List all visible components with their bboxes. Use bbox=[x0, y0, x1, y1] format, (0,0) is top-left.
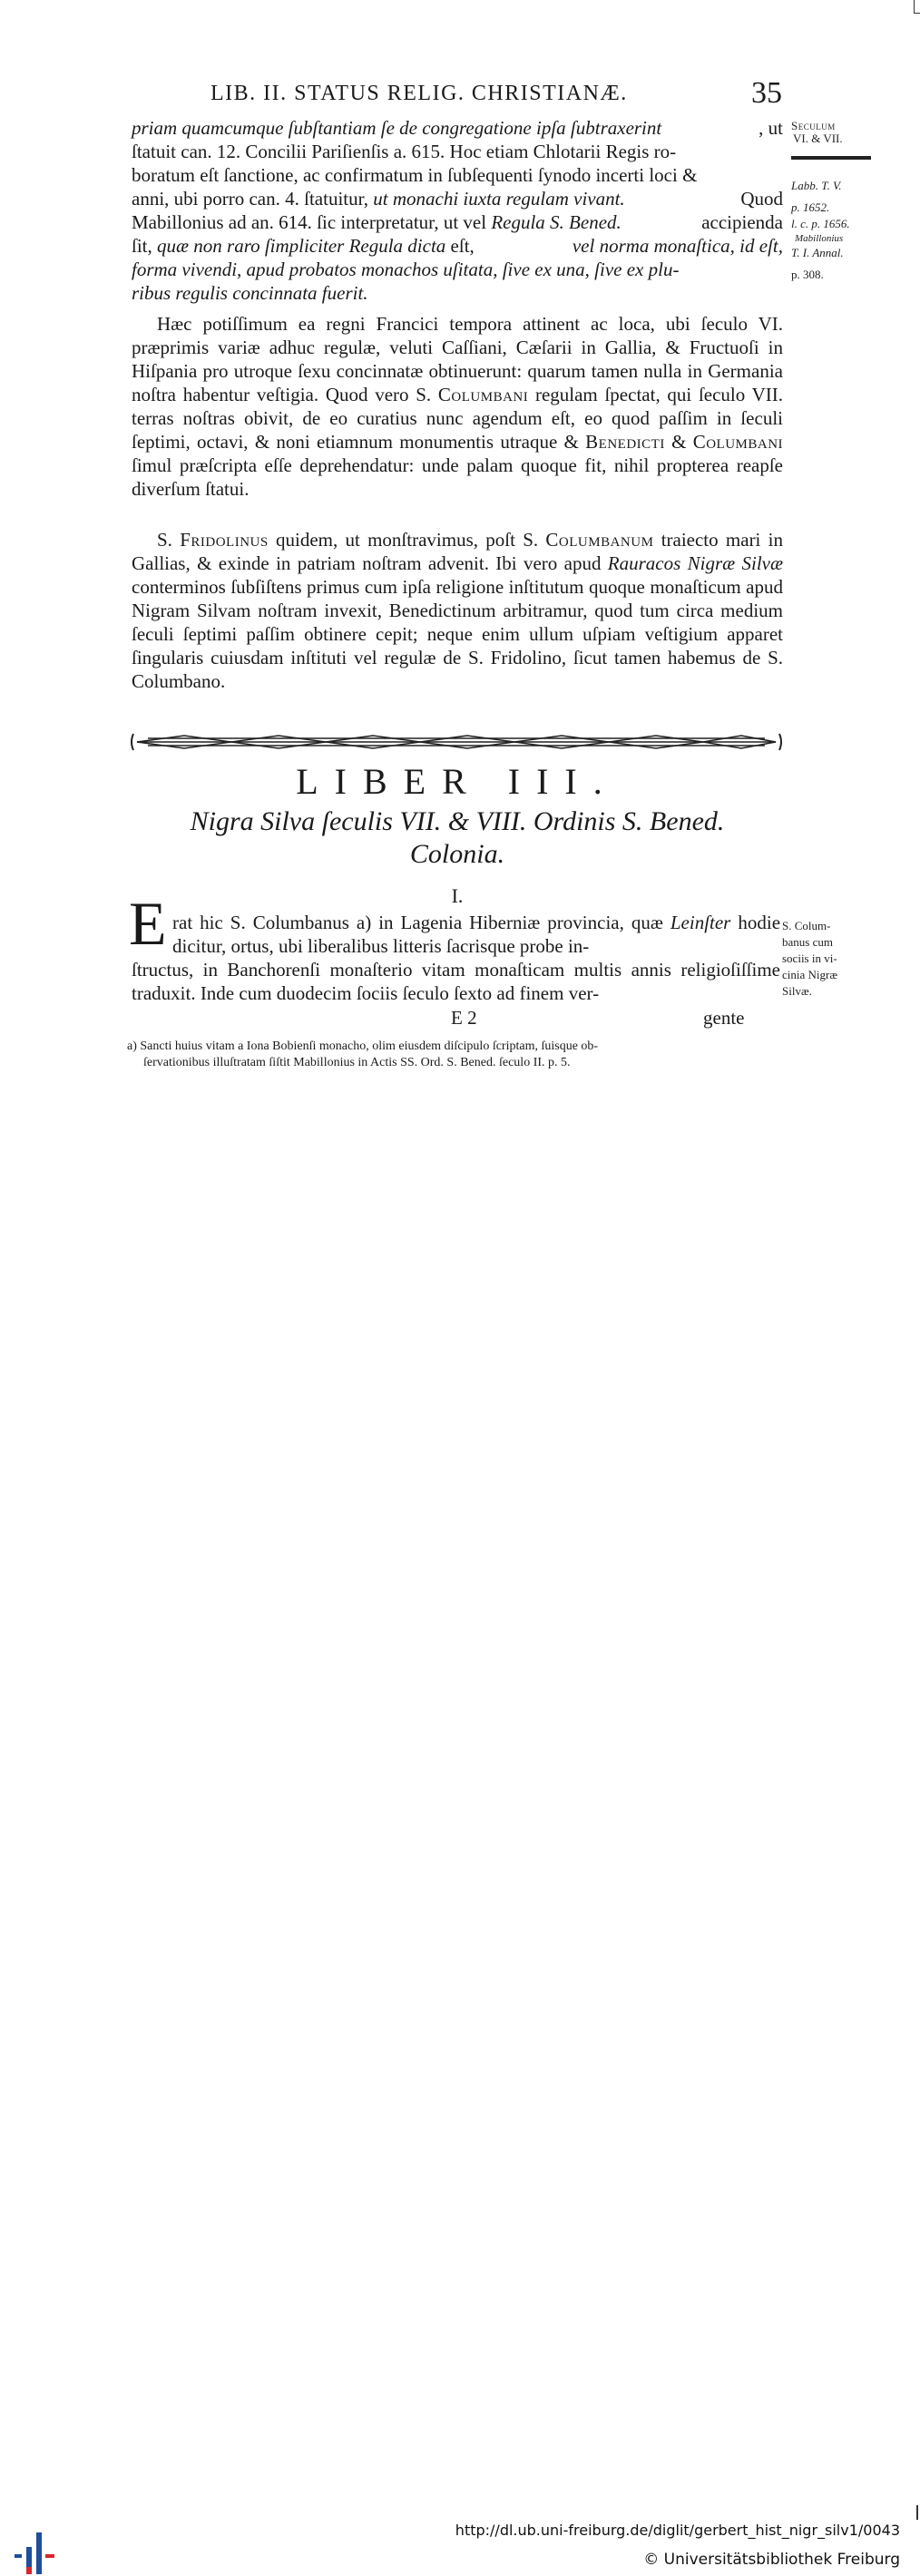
footnote bbox=[127, 1039, 785, 1071]
paragraph-4-head bbox=[172, 911, 780, 958]
p1-line-8: ribus regulis concinnata fuerit. bbox=[132, 282, 368, 304]
ornament-band bbox=[130, 730, 783, 754]
p1-line-7: forma vivendi, apud probatos monachos uſitata, ſive ex una, ſive ex plu- bbox=[132, 259, 680, 280]
drop-cap: E bbox=[129, 889, 167, 958]
p1-line-2: ſtatuit can. 12. Concilii Pariſienſis a. 615. Hoc etiam Chlotarii Regis ro- bbox=[132, 141, 677, 162]
p1-line-1b: , ut bbox=[759, 117, 783, 139]
scanned-page bbox=[0, 0, 920, 1252]
p2-name-benedicti: Benedicti bbox=[585, 431, 665, 453]
margin-ref-2b: Mabillonius bbox=[795, 233, 844, 244]
p4-leinster: Leinſter bbox=[670, 912, 731, 933]
viewer-footer bbox=[0, 1252, 920, 2569]
margin-colum-1: S. Colum- bbox=[782, 919, 831, 932]
section-number: I. bbox=[451, 884, 464, 907]
p2-text-1: Hæc potiſſimum ea regni Francici tempora attinent ac loca, ubi ſeculo VI. præprimis variæ adhuc regulæ, veluti Caſſiani, Cæſarii in Gallia, & Fructuoſi in Hiſpania pro utroque ſexu concinnatæ obtinuerunt: quarum tamen nulla in Germania noſtra habentur veſtigia. Quod vero S. bbox=[132, 313, 783, 405]
margin-colum-2: banus cum bbox=[782, 935, 833, 949]
p3-name-columbanum: Columbanum bbox=[545, 529, 654, 551]
p1-line-5c: accipienda bbox=[701, 211, 783, 233]
signature-mark: E 2 bbox=[451, 1007, 477, 1029]
p1-line-4c: Quod bbox=[740, 188, 783, 210]
p2-text-4: ſimul præſcripta eſſe deprehendatur: unde palam quoque fit, nihil propterea reapſe diverſum ſtatui. bbox=[132, 454, 783, 500]
p3-text-2: quidem, ut monſtravimus, poſt S. bbox=[275, 529, 539, 551]
book-subtitle-line-1: Nigra Silva ſeculis VII. & VIII. Ordinis S. Bened. bbox=[190, 806, 725, 836]
margin-ref-1b: p. 1652. bbox=[791, 200, 830, 214]
copyright-notice: © Universitätsbibliothek Freiburg bbox=[643, 2551, 900, 2569]
margin-rule bbox=[791, 156, 871, 160]
running-title: LIB. II. STATUS RELIG. CHRISTIANÆ. bbox=[210, 82, 628, 105]
p1-line-3: boratum eſt ſanctione, ac confirmatum in ſubſequenti ſynodo incerti loci & bbox=[132, 164, 698, 186]
margin-colum-5: Silvæ. bbox=[782, 984, 812, 998]
margin-ref-2d: p. 308. bbox=[791, 268, 824, 281]
margin-seculum bbox=[791, 120, 843, 145]
paragraph-3 bbox=[132, 528, 783, 693]
margin-seculum-range: VI. & VII. bbox=[793, 132, 843, 145]
p2-name-columbani-2: Columbani bbox=[692, 431, 784, 453]
p3-text-3: traiecto mari in Gallias, & exinde in patriam noſtram advenit. Ibi vero apud bbox=[132, 529, 783, 574]
margin-ref-1a: Labb. T. V. bbox=[791, 179, 842, 192]
p1-line-6a: ſit, bbox=[132, 235, 152, 257]
p1-line-5a: Mabillonius ad an. 614. ſic interpretatur, ut vel bbox=[132, 211, 487, 233]
book-subtitle bbox=[132, 805, 783, 871]
margin-colum-4: cinia Nigræ bbox=[782, 968, 838, 981]
footnote-line-2: ſervationibus illuſtratam ſiſtit Mabillonius in Actis SS. Ord. S. Bened. ſeculo II. p. 5. bbox=[143, 1056, 571, 1069]
p2-text-2: regulam ſpectat, qui ſeculo VII. terras noſtras obivit, de eo curatius nunc agendum eſt, eo quod paſſim in ſeculi ſeptimi, octavi, & noni etiamnum monumentis utraque & bbox=[132, 384, 784, 453]
p3-rauracos: Rauracos Nigræ Silvæ bbox=[607, 552, 783, 574]
page-edge-mark bbox=[914, 0, 920, 14]
p1-line-4a: anni, ubi porro can. 4. ſtatuitur, bbox=[132, 188, 369, 210]
p1-line-6c: eſt, bbox=[450, 235, 475, 257]
p3-name-fridolinus: Fridolinus bbox=[180, 529, 269, 551]
p2-text-3: & bbox=[671, 431, 687, 453]
margin-ref-2c: T. I. Annal. bbox=[791, 246, 844, 259]
p1-line-6b: quæ non raro ſimpliciter Regula dicta bbox=[157, 235, 446, 257]
p1-line-6d: vel norma monaſtica, id eſt, bbox=[572, 235, 783, 257]
book-title: LIBER III. bbox=[296, 761, 619, 802]
margin-seculum-label: Seculum bbox=[791, 119, 836, 132]
p4-text-2: hodie dicitur, ortus, ubi liberalibus litteris ſacrisque probe in- bbox=[172, 912, 781, 957]
book-subtitle-line-2: Colonia. bbox=[409, 839, 505, 869]
footer-edge-mark bbox=[916, 2505, 918, 2520]
p3-text-4: conterminos ſubſiſtens primus cum ipſa religione inſtitutum quoque monaſticum apud Nigram Silvam noſtram invexit, Benedictinum arbitramur, quod tum circa medium ſeculi ſeptimi paſſim obtinere cepit; neque enim ullum uſpiam veſtigium apparet ſingularis cuiusdam inſtituti vel regulæ de S. Fridolino, ſicut tamen habemus de S. Columbano. bbox=[132, 576, 783, 692]
paragraph-4-body: ſtructus, in Banchorenſi monaſterio vitam monaſticam multis annis religioſiſſime traduxit. Inde cum duodecim ſociis ſeculo ſexto ad finem ver- bbox=[132, 959, 780, 1004]
p1-line-5b: Regula S. Bened. bbox=[491, 211, 621, 233]
permalink-url[interactable]: http://dl.ub.uni-freiburg.de/diglit/gerbert_hist_nigr_silv1/0043 bbox=[455, 2522, 900, 2539]
p3-text-1: S. bbox=[157, 529, 172, 551]
paragraph-2 bbox=[132, 312, 783, 501]
page-number: 35 bbox=[751, 76, 782, 110]
page-header bbox=[210, 78, 791, 114]
footnote-line-1: a) Sancti huius vitam a Iona Bobienſi monacho, olim eiusdem diſcipulo ſcriptam, ſuisque ob- bbox=[127, 1039, 599, 1053]
ub-freiburg-logo-icon[interactable] bbox=[11, 2531, 62, 2576]
p4-text-1: rat hic S. Columbanus a) in Lagenia Hiberniæ provincia, quæ bbox=[172, 912, 663, 933]
margin-colum-3: sociis in vi- bbox=[782, 951, 837, 965]
margin-ref-2a: l. c. p. 1656. bbox=[791, 217, 850, 230]
p2-name-columbani: Columbani bbox=[437, 384, 529, 405]
p1-line-1: priam quamcumque ſubſtantiam ſe de congregatione ipſa ſubtraxerint bbox=[132, 117, 662, 139]
catchword: gente bbox=[703, 1007, 745, 1029]
p1-line-4b: ut monachi iuxta regulam vivant. bbox=[373, 188, 625, 210]
paragraph-1 bbox=[132, 116, 783, 305]
